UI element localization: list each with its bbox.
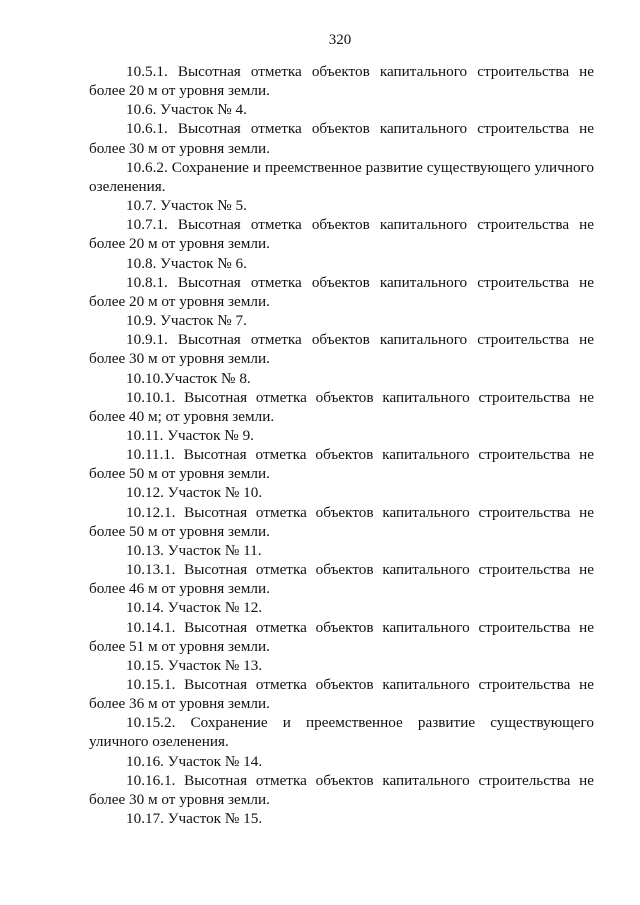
section-heading: 10.9. Участок № 7.: [126, 312, 247, 330]
paragraph: 10.14.1. Высотная отметка объектов капитального строительства не более 51 м от уровня земли.: [89, 618, 594, 655]
section-heading: 10.7. Участок № 5.: [126, 197, 247, 215]
paragraph: 10.12.1. Высотная отметка объектов капитального строительства не более 50 м от уровня земли.: [89, 503, 594, 540]
section-heading: 10.12. Участок № 10.: [126, 484, 263, 502]
paragraph: 10.15.2. Сохранение и преемственное развитие существующего уличного озеленения.: [89, 714, 594, 751]
section-heading: 10.6. Участок № 4.: [126, 101, 247, 119]
page-number: 320: [328, 32, 352, 48]
section-heading: 10.10.Участок № 8.: [126, 369, 251, 387]
paragraph: 10.16.1. Высотная отметка объектов капитального строительства не более 30 м от уровня земли.: [89, 771, 594, 808]
paragraph: 10.6.1. Высотная отметка объектов капитального строительства не более 30 м от уровня земли.: [89, 120, 594, 157]
section-heading: 10.13. Участок № 11.: [126, 541, 262, 559]
section-heading: 10.17. Участок № 15.: [126, 810, 263, 828]
paragraph: 10.6.2. Сохранение и преемственное развитие существующего уличного озеленения.: [89, 158, 594, 195]
paragraph: 10.9.1. Высотная отметка объектов капитального строительства не более 30 м от уровня земли.: [89, 331, 594, 368]
paragraph: 10.15.1. Высотная отметка объектов капитального строительства не более 36 м от уровня земли.: [89, 676, 594, 713]
paragraph: 10.7.1. Высотная отметка объектов капитального строительства не более 20 м от уровня земли.: [89, 216, 594, 253]
paragraph: 10.11.1. Высотная отметка объектов капитального строительства не более 50 м от уровня земли.: [89, 446, 594, 483]
section-heading: 10.15. Участок № 13.: [126, 656, 263, 674]
paragraph: 10.5.1. Высотная отметка объектов капитального строительства не более 20 м от уровня земли.: [89, 63, 594, 100]
section-heading: 10.11. Участок № 9.: [126, 426, 254, 444]
section-heading: 10.8. Участок № 6.: [126, 254, 247, 272]
document-body: [89, 62, 594, 828]
section-heading: 10.16. Участок № 14.: [126, 752, 263, 770]
paragraph: 10.10.1. Высотная отметка объектов капитального строительства не более 40 м; от уровня земли.: [89, 388, 594, 425]
paragraph: 10.13.1. Высотная отметка объектов капитального строительства не более 46 м от уровня земли.: [89, 561, 594, 598]
paragraph: 10.8.1. Высотная отметка объектов капитального строительства не более 20 м от уровня земли.: [89, 273, 594, 310]
section-heading: 10.14. Участок № 12.: [126, 599, 263, 617]
